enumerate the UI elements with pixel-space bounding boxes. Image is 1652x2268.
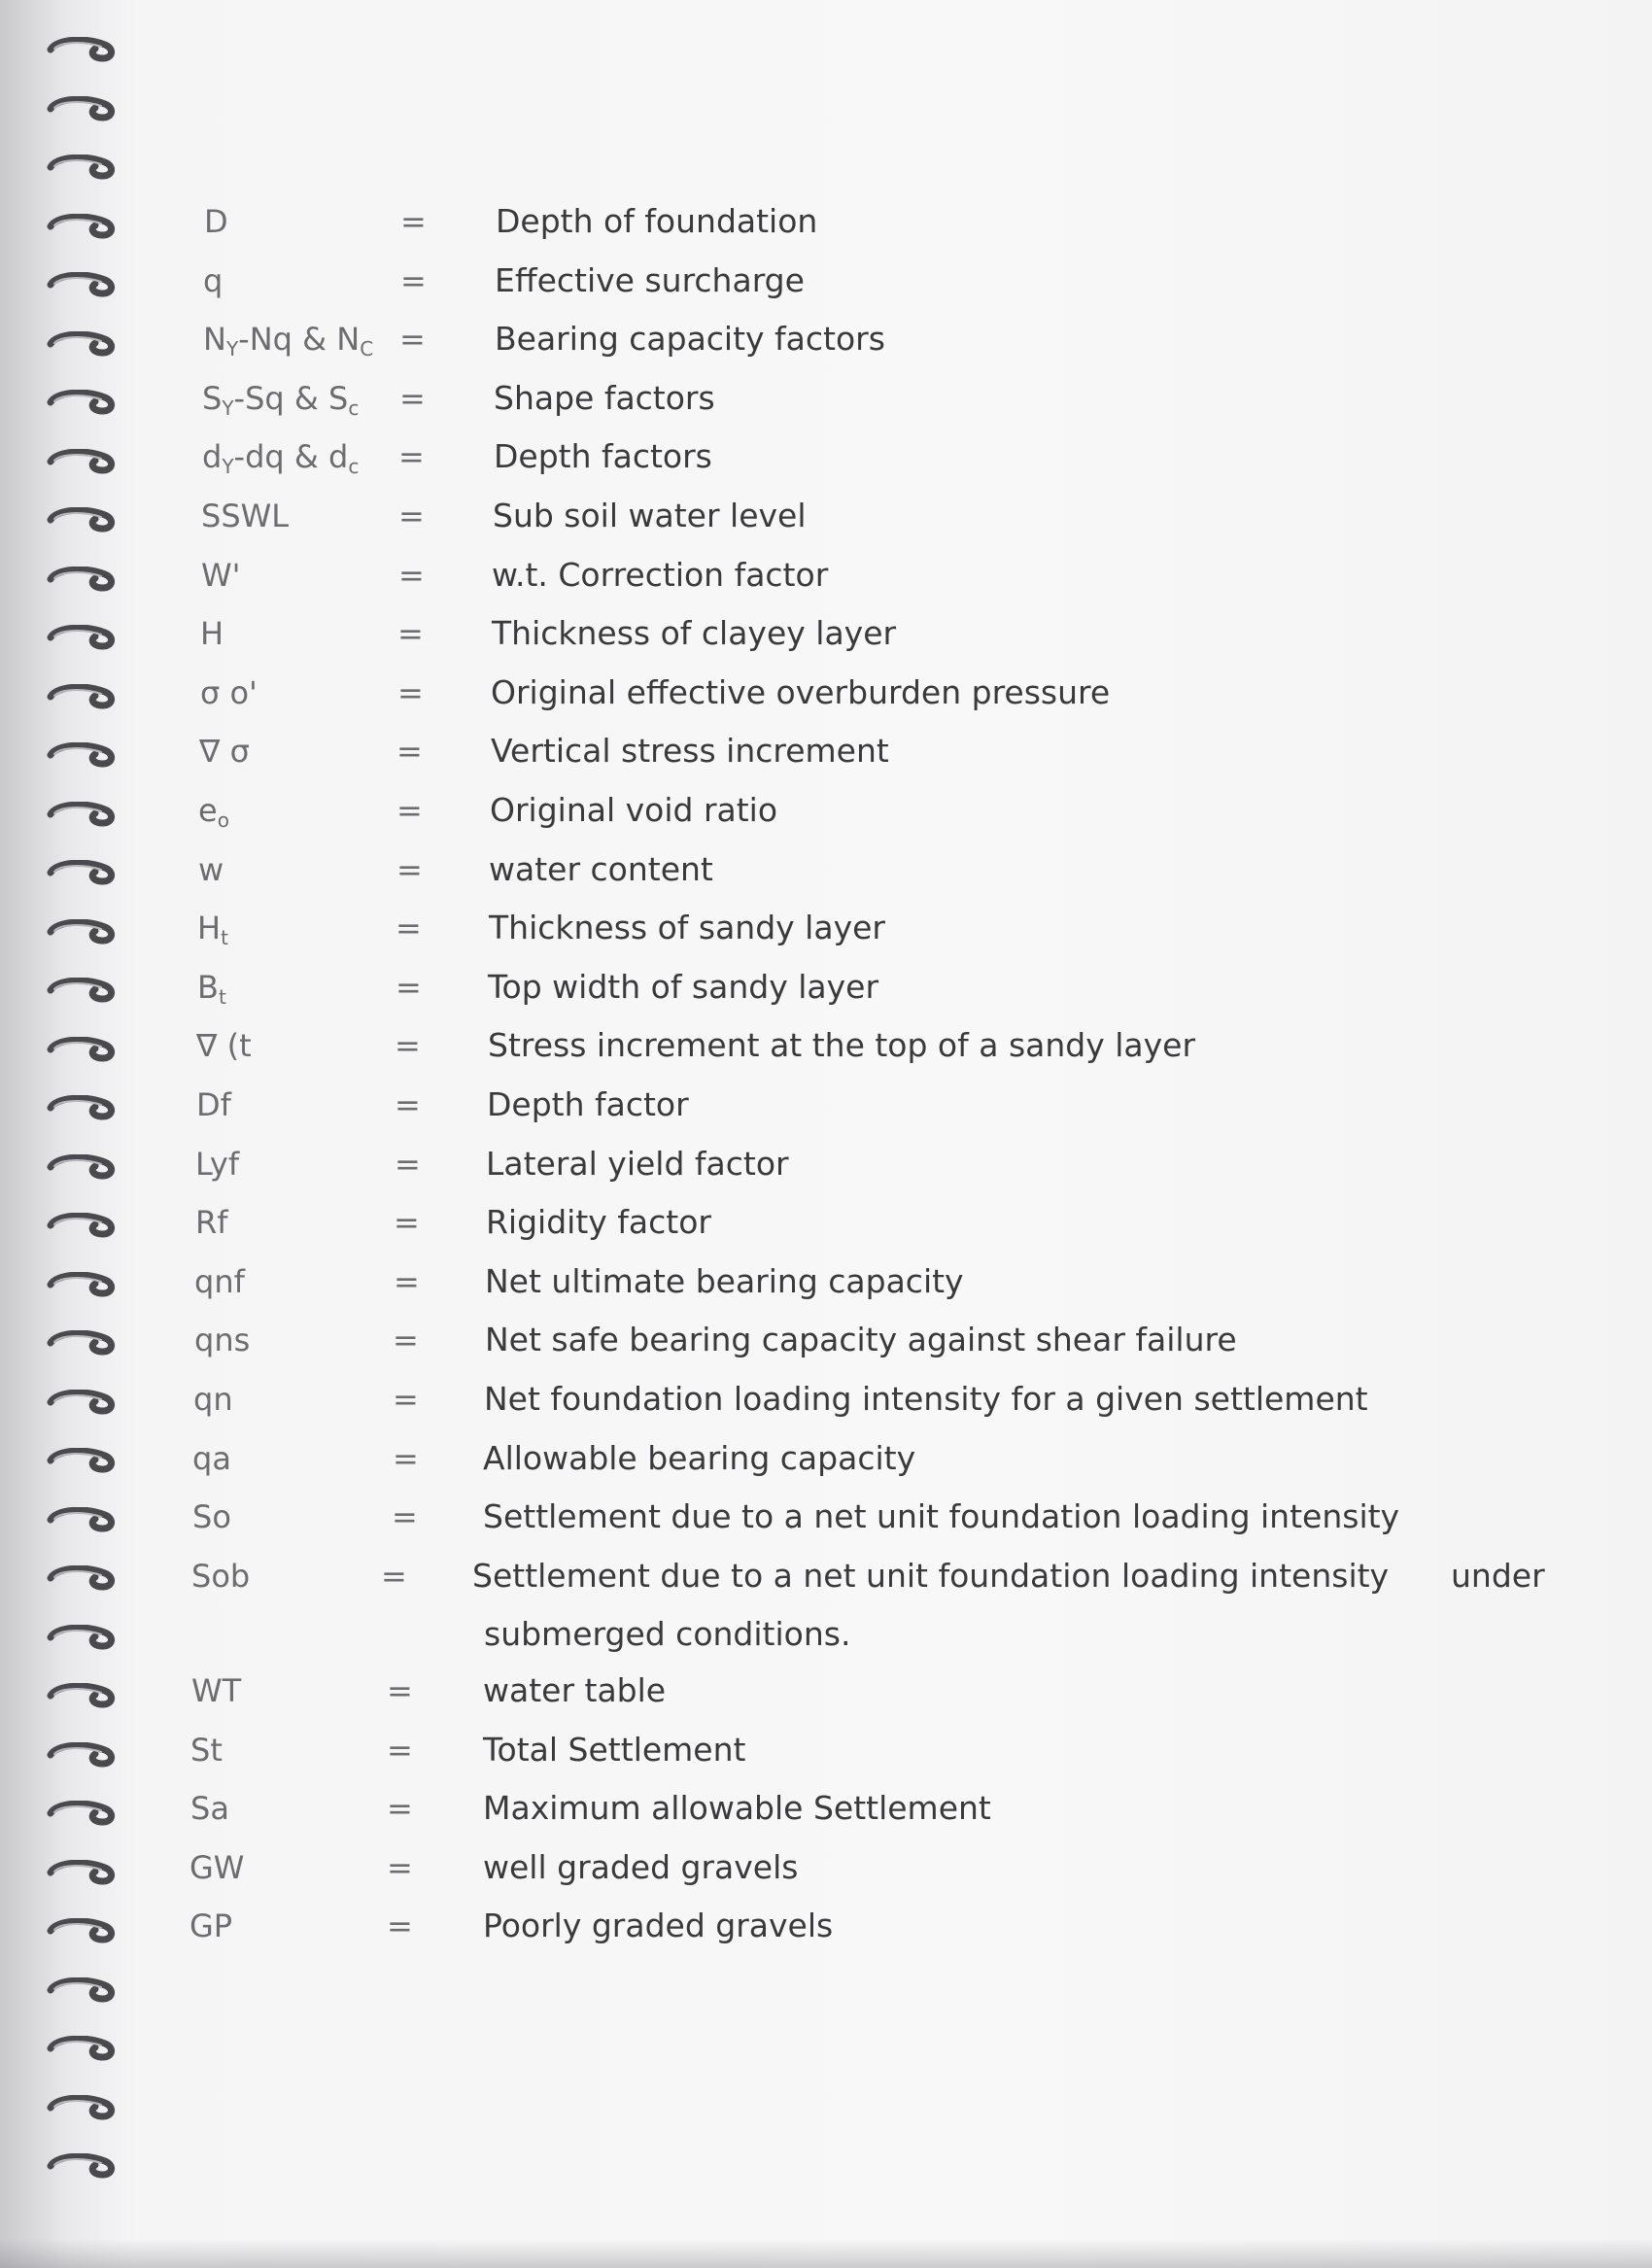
- entry-symbol: [195, 1203, 228, 1242]
- entry-symbol: [202, 379, 359, 428]
- symbol-text: Lyf: [195, 1145, 240, 1183]
- entry-symbol: [195, 1145, 239, 1184]
- glossary-entry: [0, 1907, 1652, 1965]
- glossary-entry: [0, 556, 1652, 614]
- equals-sign: =: [398, 438, 425, 476]
- equals-sign: =: [393, 1322, 419, 1359]
- equals-sign: =: [397, 673, 424, 711]
- symbol-text: So: [192, 1498, 231, 1536]
- symbol-text: Sob: [191, 1557, 251, 1595]
- entry-definition: Depth factors: [494, 437, 712, 476]
- symbol-text: Rf: [195, 1204, 228, 1242]
- glossary-entry: [0, 320, 1652, 378]
- equals-sign: =: [400, 203, 427, 240]
- symbol-subscript-2: c: [348, 395, 360, 420]
- entry-symbol: [198, 850, 224, 889]
- equals-sign: =: [396, 792, 423, 829]
- symbol-text: WT: [191, 1672, 242, 1709]
- entry-definition: Sub soil water level: [493, 497, 807, 534]
- equals-sign: =: [395, 1145, 421, 1183]
- equals-sign: =: [387, 1732, 413, 1769]
- entry-definition: Thickness of clayey layer: [492, 614, 897, 653]
- glossary-entry: [0, 1439, 1652, 1497]
- entry-definition: Stress increment at the top of a sandy layer: [488, 1026, 1196, 1065]
- symbol-text: SSWL: [201, 498, 290, 534]
- entry-symbol: [203, 261, 223, 300]
- entry-definition: Settlement due to a net unit foundation loading intensity: [483, 1497, 1400, 1536]
- equals-sign: =: [387, 1672, 413, 1709]
- equals-sign: =: [397, 615, 424, 653]
- equals-sign: =: [393, 1381, 419, 1418]
- equals-sign: =: [394, 1262, 420, 1300]
- glossary-entry: [0, 614, 1652, 672]
- equals-sign: =: [393, 1439, 419, 1477]
- entry-definition: Bearing capacity factors: [495, 320, 885, 359]
- equals-sign: =: [396, 850, 423, 888]
- symbol-text: ∇ σ: [199, 733, 250, 771]
- symbol-text: σ o': [200, 673, 258, 711]
- entry-symbol: [199, 732, 250, 771]
- glossary-entry: [0, 1671, 1652, 1730]
- glossary-entry: [0, 1497, 1652, 1556]
- equals-sign: =: [399, 321, 426, 359]
- entry-definition: Shape factors: [494, 378, 715, 417]
- entry-symbol: [197, 909, 228, 957]
- symbol-text: GP: [189, 1907, 233, 1944]
- symbol-middle: -Sq & S: [233, 379, 349, 417]
- symbol-middle: -dq & d: [233, 438, 349, 476]
- entry-definition: Rigidity factor: [486, 1203, 711, 1242]
- entry-definition: Maximum allowable Settlement: [483, 1789, 991, 1827]
- symbol-text: qns: [194, 1322, 251, 1359]
- entry-definition: Vertical stress increment: [491, 732, 889, 771]
- entry-definition: Net foundation loading intensity for a given settlement: [484, 1380, 1368, 1418]
- entry-definition: Original effective overburden pressure: [491, 672, 1111, 711]
- entry-definition: Depth factor: [487, 1085, 689, 1123]
- glossary-entry: [0, 1848, 1652, 1907]
- entry-symbol: [190, 1789, 229, 1828]
- symbol-subscript: t: [218, 984, 226, 1009]
- equals-sign: =: [387, 1849, 413, 1886]
- symbol-base: H: [197, 910, 222, 947]
- entry-definition: Settlement due to a net unit foundation loading intensity: [472, 1556, 1390, 1595]
- symbol-text: D: [204, 203, 228, 240]
- equals-sign: =: [395, 1027, 421, 1065]
- equals-sign: =: [396, 968, 422, 1006]
- symbol-subscript-2: C: [360, 337, 374, 361]
- entry-definition: Top width of sandy layer: [488, 967, 879, 1006]
- entry-symbol: [196, 1085, 231, 1124]
- entry-definition: water table: [483, 1671, 667, 1709]
- entry-definition: Lateral yield factor: [486, 1144, 789, 1183]
- entry-symbol: [196, 1026, 252, 1065]
- entry-symbol: [192, 1439, 231, 1478]
- entry-definition: Net safe bearing capacity against shear failure: [485, 1321, 1237, 1359]
- equals-sign: =: [387, 1907, 413, 1944]
- glossary-entry: [0, 437, 1652, 496]
- entry-definition: Original void ratio: [490, 791, 778, 829]
- symbol-base: N: [203, 321, 226, 359]
- equals-sign: =: [387, 1790, 413, 1827]
- entry-symbol: [200, 673, 258, 712]
- entry-symbol: [192, 1497, 231, 1536]
- glossary-entry: [0, 1145, 1652, 1203]
- symbol-base: B: [197, 968, 219, 1006]
- entry-symbol: [191, 1671, 241, 1710]
- entry-definition: Net ultimate bearing capacity: [485, 1261, 964, 1300]
- equals-sign: =: [392, 1498, 418, 1536]
- page-edge-shadow: [0, 2239, 1652, 2268]
- entry-symbol: [189, 1907, 232, 1945]
- entry-definition: Thickness of sandy layer: [489, 909, 885, 947]
- entry-symbol: [201, 497, 289, 535]
- entry-definition: Poorly graded gravels: [483, 1907, 834, 1944]
- equals-sign: =: [398, 556, 425, 594]
- glossary-entry: [0, 1203, 1652, 1261]
- glossary-entry: [0, 497, 1652, 555]
- glossary-entry: [0, 791, 1652, 849]
- entry-symbol: [203, 320, 373, 368]
- entry-symbol: [201, 556, 240, 595]
- entry-trailing-word: under: [1451, 1556, 1545, 1595]
- symbol-subscript: Y: [222, 455, 234, 479]
- entry-symbol: [204, 202, 228, 241]
- entry-symbol: [191, 1557, 250, 1596]
- entry-symbol: [189, 1848, 244, 1887]
- symbol-base: e: [198, 792, 218, 829]
- equals-sign: =: [400, 261, 427, 299]
- equals-sign: =: [381, 1557, 407, 1595]
- symbol-subscript: Y: [222, 395, 234, 420]
- glossary-entry: [0, 968, 1652, 1026]
- symbol-text: GW: [189, 1849, 245, 1886]
- equals-sign: =: [395, 1086, 421, 1123]
- symbol-text: qn: [193, 1381, 233, 1418]
- glossary-entry: [0, 261, 1652, 320]
- entry-definition: Effective surcharge: [495, 260, 805, 299]
- symbol-subscript: o: [217, 808, 229, 832]
- equals-sign: =: [396, 910, 422, 947]
- symbol-base: d: [202, 438, 223, 476]
- glossary-entry: [0, 1262, 1652, 1321]
- glossary-entry: [0, 1731, 1652, 1789]
- entry-symbol: [200, 614, 224, 653]
- symbol-base: S: [202, 379, 223, 417]
- entry-symbol: [194, 1262, 245, 1301]
- entry-symbol: [198, 791, 229, 840]
- symbol-subscript: Y: [225, 337, 239, 361]
- symbol-text: St: [190, 1732, 223, 1769]
- symbol-text: H: [200, 615, 224, 653]
- symbol-subscript: t: [221, 926, 228, 950]
- glossary-entry: [0, 673, 1652, 732]
- symbol-text: qnf: [194, 1262, 245, 1300]
- equals-sign: =: [396, 733, 423, 771]
- glossary-entry: [0, 850, 1652, 909]
- symbol-text: qa: [192, 1439, 231, 1477]
- symbol-text: ∇ (t: [196, 1027, 252, 1065]
- symbol-text: Sa: [190, 1790, 229, 1827]
- equals-sign: =: [399, 379, 426, 417]
- equals-sign: =: [398, 498, 425, 534]
- symbol-subscript-2: c: [348, 455, 360, 479]
- entry-definition: Depth of foundation: [496, 202, 818, 240]
- entry-symbol: [194, 1321, 250, 1359]
- glossary-entry: [0, 1085, 1652, 1144]
- glossary-entry: [0, 1321, 1652, 1379]
- glossary-entry: [0, 202, 1652, 260]
- glossary-entry: [0, 909, 1652, 967]
- entry-symbol: [197, 968, 226, 1016]
- symbol-text: W': [201, 556, 241, 594]
- symbol-text: q: [203, 261, 224, 299]
- entry-definition: w.t. Correction factor: [492, 555, 829, 594]
- entry-definition: Allowable bearing capacity: [483, 1438, 916, 1477]
- symbol-middle: -Nq & N: [238, 321, 361, 359]
- glossary-entry: [0, 732, 1652, 790]
- glossary-entry: [0, 1380, 1652, 1438]
- entry-definition-continuation: submerged conditions.: [484, 1614, 851, 1653]
- symbol-text: w: [198, 850, 224, 888]
- glossary-entry: [0, 1557, 1652, 1615]
- glossary-entry: [0, 379, 1652, 437]
- glossary-entry: [0, 1789, 1652, 1847]
- equals-sign: =: [394, 1204, 420, 1242]
- symbol-text: Df: [196, 1086, 231, 1123]
- entry-symbol: [190, 1731, 223, 1770]
- entry-symbol: [193, 1380, 233, 1419]
- entry-definition: well graded gravels: [483, 1848, 799, 1886]
- entry-definition: water content: [489, 849, 713, 888]
- entry-definition: Total Settlement: [483, 1731, 746, 1769]
- entry-symbol: [202, 437, 359, 486]
- glossary-entry: [0, 1026, 1652, 1084]
